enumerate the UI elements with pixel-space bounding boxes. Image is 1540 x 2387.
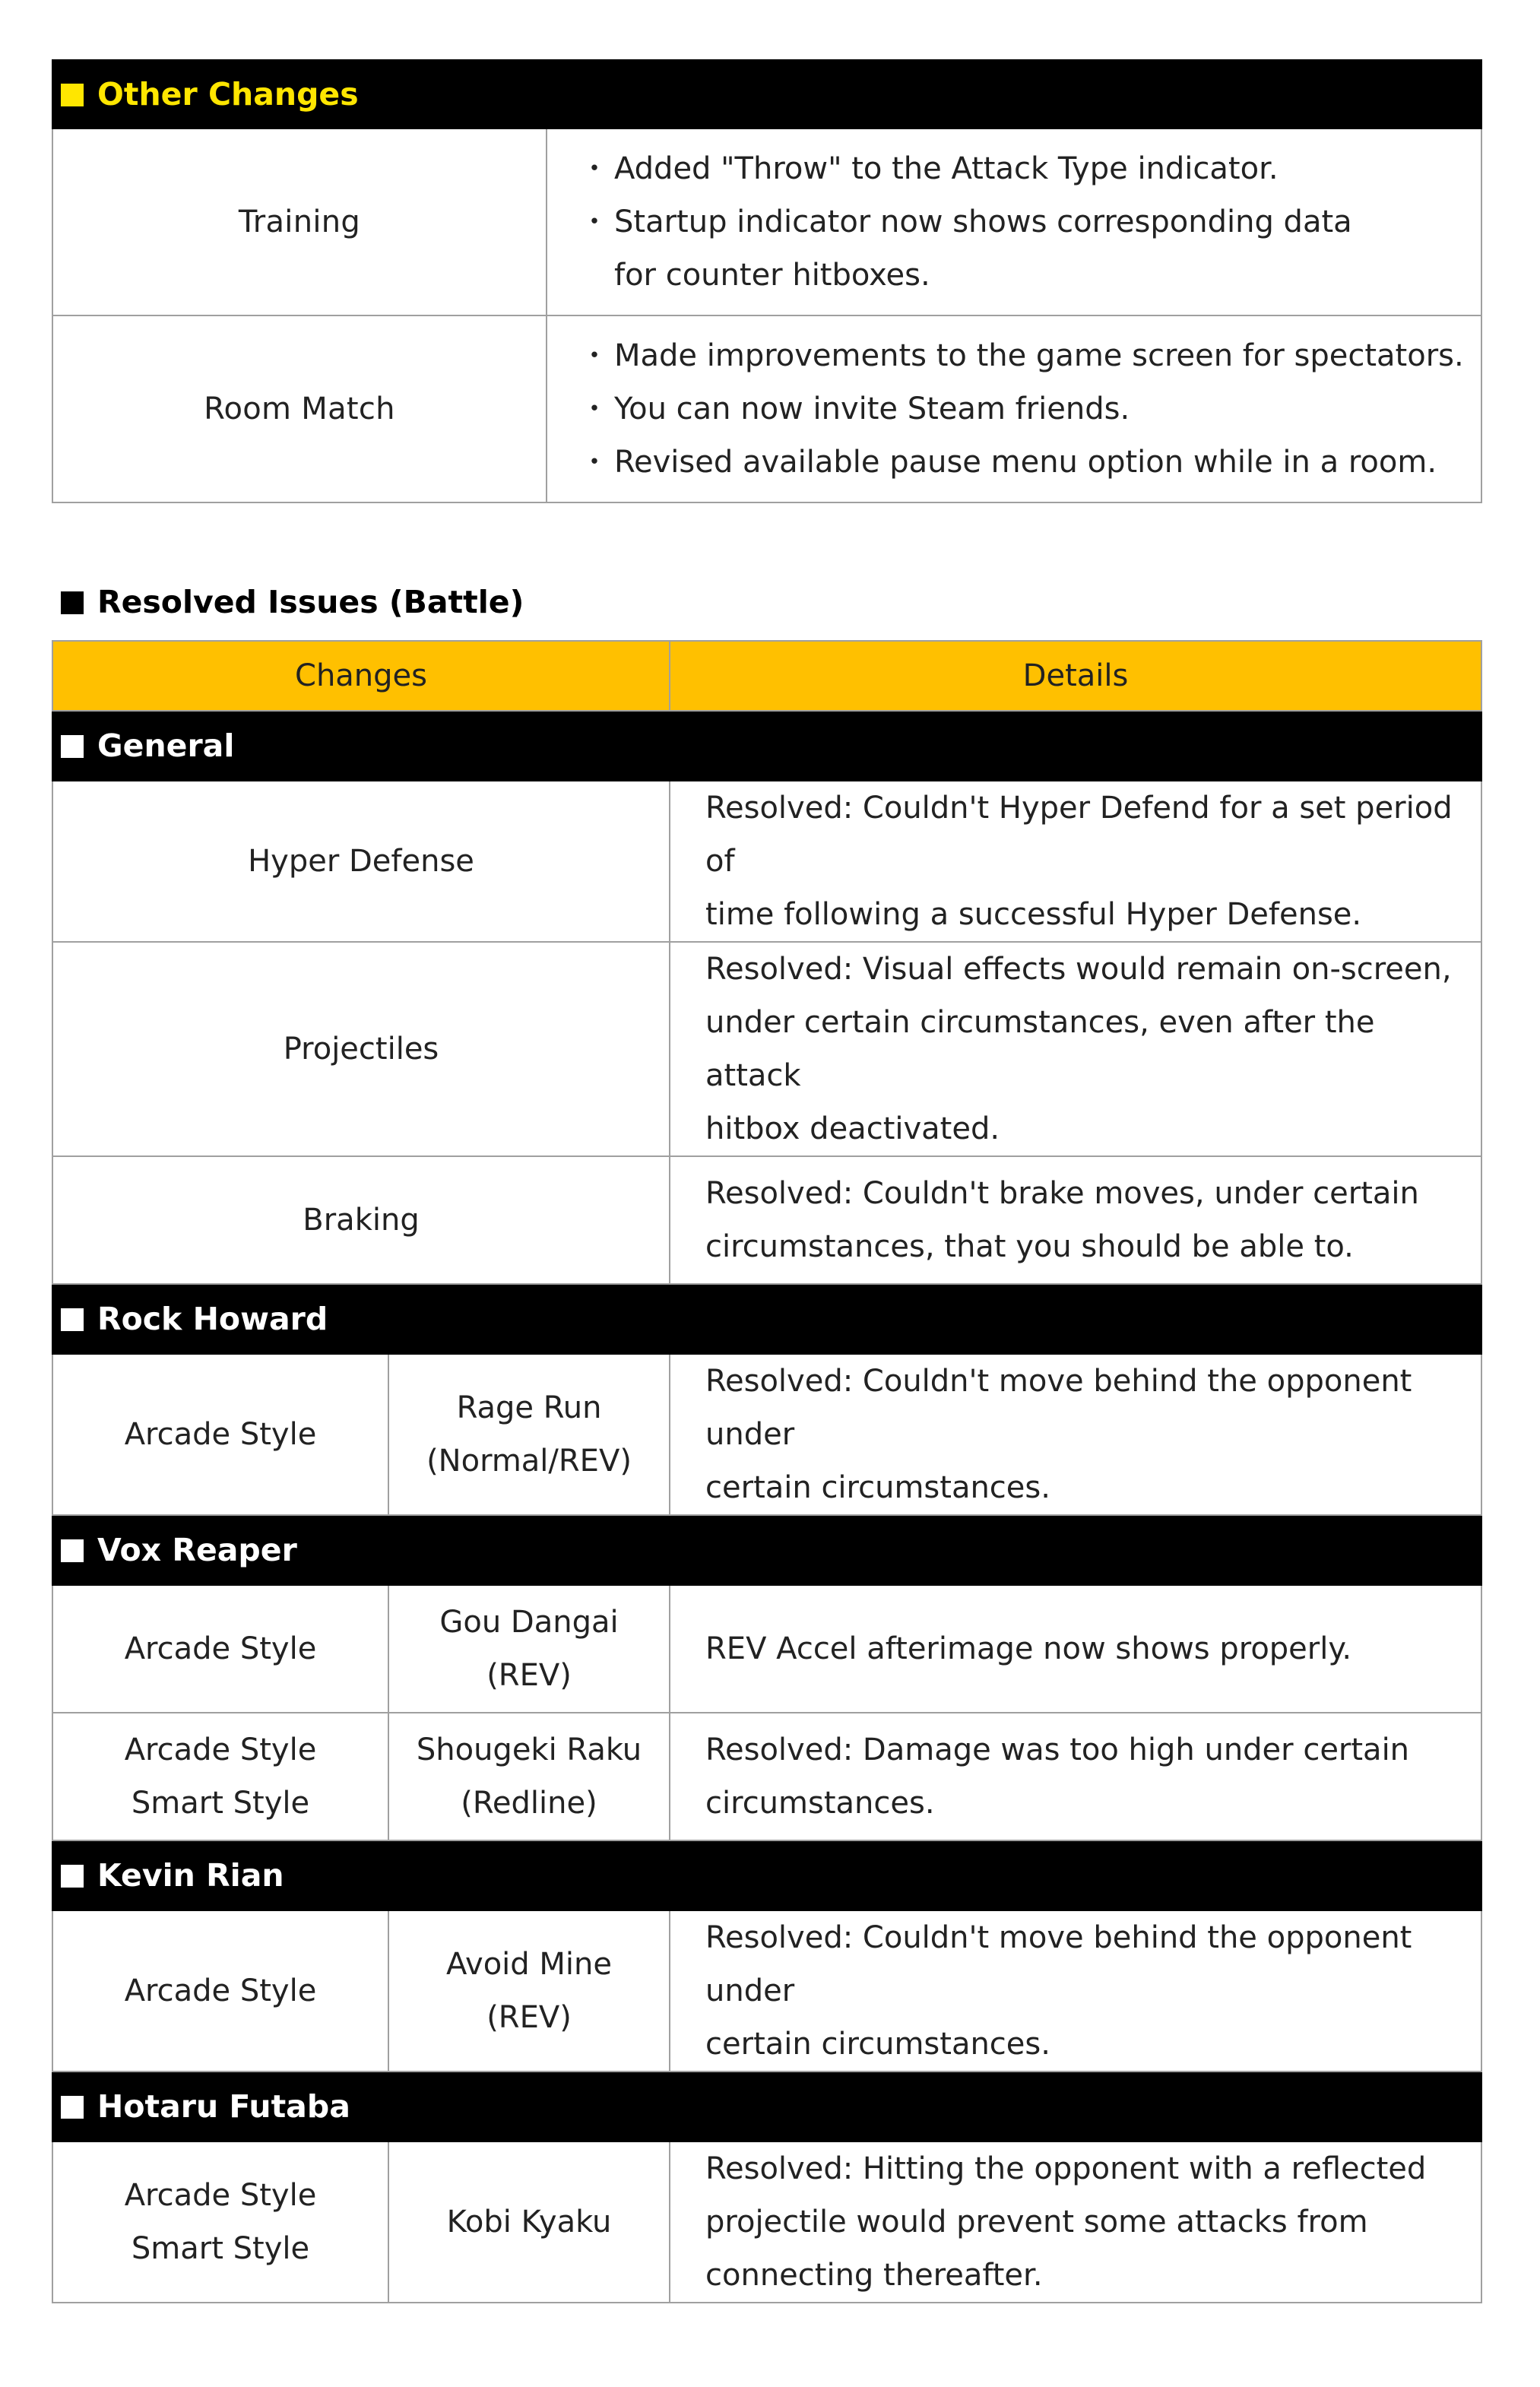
table-row [52, 781, 1481, 942]
details-line: circumstances. [705, 1786, 935, 1821]
table-row [52, 1156, 1481, 1284]
move-line: Rage Run [456, 1390, 602, 1425]
style-line: Smart Style [131, 1786, 310, 1821]
style-cell [52, 1354, 388, 1515]
resolved-issues-title: Resolved Issues (Battle) [97, 584, 524, 620]
style-line: Arcade Style [124, 1631, 317, 1666]
style-line: Arcade Style [124, 2178, 317, 2213]
style-cell [52, 2141, 388, 2303]
details-cell [547, 315, 1481, 502]
group-title: General [97, 728, 235, 764]
bullet-line: ・ Revised available pause menu option while in a room. [591, 436, 1481, 489]
details-line: hitbox deactivated. [705, 1111, 1000, 1146]
change-cell: Braking [52, 1156, 670, 1284]
square-bullet-icon [61, 591, 84, 614]
square-bullet-icon [61, 84, 84, 106]
details-cell [670, 781, 1481, 942]
details-line: Resolved: Visual effects would remain on-screen, [705, 952, 1452, 987]
change-cell: Hyper Defense [52, 781, 670, 942]
category-cell: Room Match [52, 315, 547, 502]
move-line: (Redline) [461, 1786, 597, 1821]
details-line: Resolved: Couldn't Hyper Defend for a set period of [705, 791, 1453, 879]
bullet-line: ・ Startup indicator now shows corresponding data [591, 195, 1481, 249]
group-header-hotaru-futaba [52, 2072, 1481, 2141]
table-row [52, 942, 1481, 1156]
details-line: under certain circumstances, even after the attack [705, 1005, 1375, 1093]
table-row [52, 315, 1481, 502]
style-cell [52, 1910, 388, 2072]
move-line: Kobi Kyaku [446, 2205, 612, 2240]
move-cell [388, 1354, 670, 1515]
category-cell: Training [52, 128, 547, 315]
column-header-changes: Changes [52, 641, 670, 711]
table-row [52, 1354, 1481, 1515]
square-bullet-icon [61, 1865, 84, 1888]
square-bullet-icon [61, 1539, 84, 1562]
other-changes-table [52, 59, 1482, 503]
table-row [52, 1585, 1481, 1713]
move-cell [388, 1910, 670, 2072]
group-header-general [52, 711, 1481, 781]
style-line: Arcade Style [124, 1417, 317, 1452]
group-header-vox-reaper [52, 1515, 1481, 1585]
bullet-line: ・ Added "Throw" to the Attack Type indicator. [591, 142, 1481, 195]
details-line: projectile would prevent some attacks from [705, 2205, 1368, 2240]
change-cell: Projectiles [52, 942, 670, 1156]
details-line: connecting thereafter. [705, 2258, 1043, 2293]
details-line: certain circumstances. [705, 1470, 1050, 1505]
details-line: Resolved: Hitting the opponent with a reflected [705, 2151, 1427, 2186]
group-header-rock-howard [52, 1284, 1481, 1354]
details-cell [547, 128, 1481, 315]
style-line: Smart Style [131, 2231, 310, 2266]
style-cell [52, 1713, 388, 1840]
style-line: Arcade Style [124, 1732, 317, 1767]
table-row [52, 128, 1481, 315]
details-line: REV Accel afterimage now shows properly. [705, 1631, 1352, 1666]
bullet-line: ・ You can now invite Steam friends. [591, 382, 1481, 436]
move-line: (REV) [486, 1658, 572, 1693]
details-line: circumstances, that you should be able to. [705, 1229, 1354, 1264]
details-line: certain circumstances. [705, 2027, 1050, 2062]
details-line: Resolved: Couldn't brake moves, under certain [705, 1176, 1419, 1211]
style-cell [52, 1585, 388, 1713]
group-title: Kevin Rian [97, 1857, 284, 1894]
move-line: Avoid Mine [446, 1947, 612, 1982]
move-cell [388, 1713, 670, 1840]
group-title: Vox Reaper [97, 1532, 297, 1568]
table-row [52, 1713, 1481, 1840]
details-line: Resolved: Damage was too high under certain [705, 1732, 1410, 1767]
group-title: Hotaru Futaba [97, 2088, 350, 2125]
resolved-issues-table [52, 640, 1482, 2303]
details-line: time following a successful Hyper Defense. [705, 897, 1362, 932]
column-header-details: Details [670, 641, 1481, 711]
table-row [52, 2141, 1481, 2303]
move-line: Gou Dangai [439, 1605, 619, 1640]
details-cell [670, 1713, 1481, 1840]
group-title: Rock Howard [97, 1301, 328, 1337]
details-cell [670, 1585, 1481, 1713]
other-changes-title: Other Changes [97, 76, 359, 113]
details-cell [670, 942, 1481, 1156]
details-cell [670, 1910, 1481, 2072]
details-cell [670, 1354, 1481, 1515]
column-header-row [52, 641, 1481, 711]
group-header-kevin-rian [52, 1840, 1481, 1910]
square-bullet-icon [61, 735, 84, 758]
square-bullet-icon [61, 1308, 84, 1331]
details-line: Resolved: Couldn't move behind the opponent under [705, 1364, 1412, 1452]
move-cell [388, 2141, 670, 2303]
resolved-issues-heading [61, 584, 524, 620]
move-cell [388, 1585, 670, 1713]
details-line: Resolved: Couldn't move behind the opponent under [705, 1920, 1412, 2008]
bullet-line-continued: for counter hitboxes. [614, 258, 930, 293]
style-line: Arcade Style [124, 1973, 317, 2008]
other-changes-header [52, 60, 1481, 128]
move-line: (Normal/REV) [426, 1444, 632, 1479]
table-row [52, 1910, 1481, 2072]
square-bullet-icon [61, 2096, 84, 2119]
move-line: Shougeki Raku [416, 1732, 642, 1767]
move-line: (REV) [486, 2000, 572, 2035]
bullet-line: ・ Made improvements to the game screen for spectators. [591, 329, 1481, 382]
details-cell [670, 2141, 1481, 2303]
details-cell [670, 1156, 1481, 1284]
